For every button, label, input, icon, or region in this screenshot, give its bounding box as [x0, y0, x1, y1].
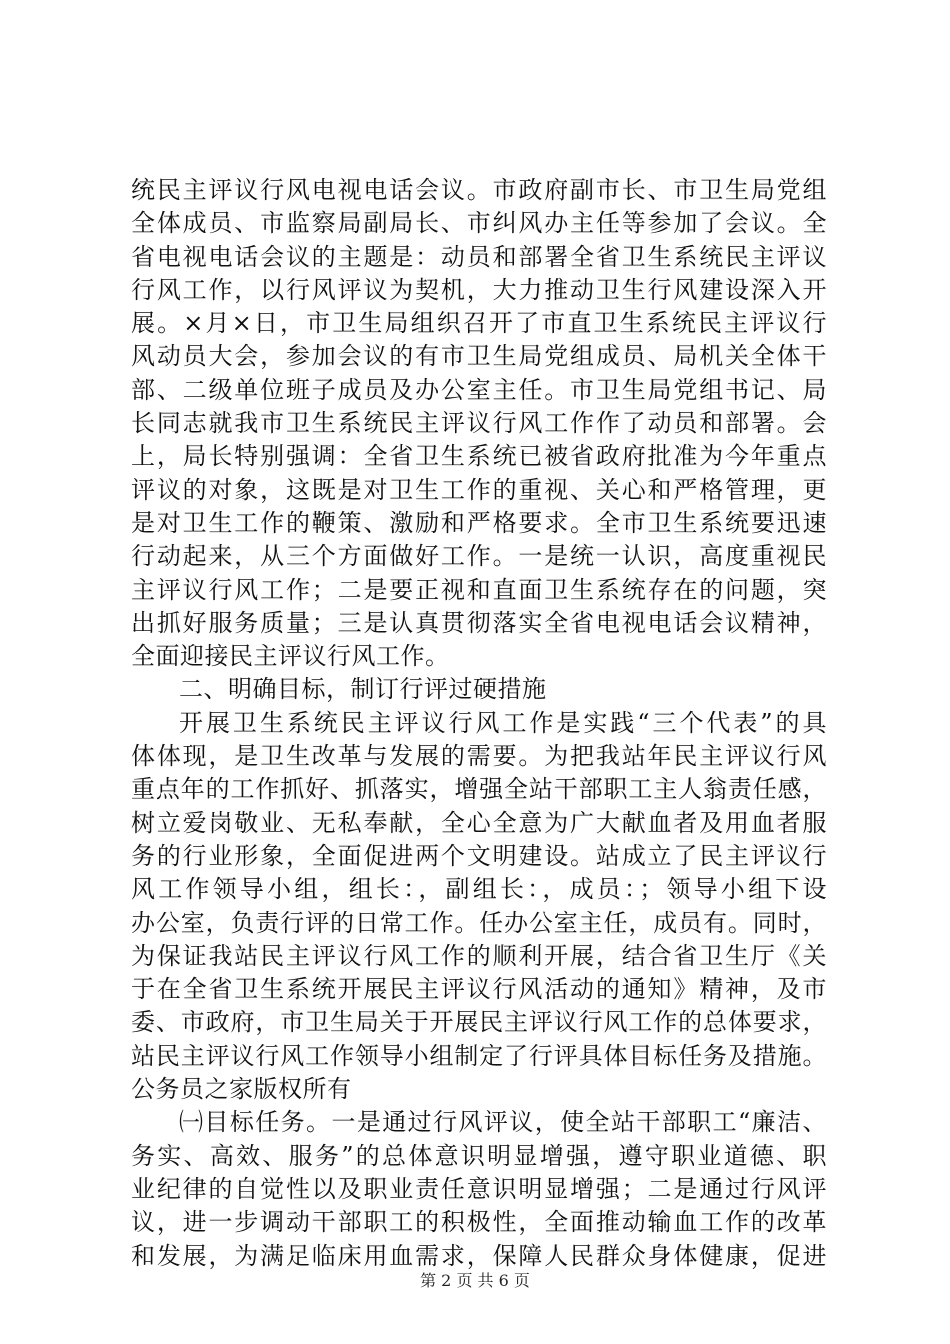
text-line: 于在全省卫生系统开展民主评议行风活动的通知》精神，及市 [131, 975, 827, 1004]
text-line: 是对卫生工作的鞭策、激励和严格要求。全市卫生系统要迅速 [131, 508, 827, 537]
text-line: 公务员之家版权所有 [131, 1075, 352, 1104]
text-line: 出抓好服务质量；三是认真贯彻落实全省电视电话会议精神， [131, 608, 827, 637]
text-line: 重点年的工作抓好、抓落实，增强全站干部职工主人翁责任感， [131, 775, 827, 804]
text-line: 长同志就我市卫生系统民主评议行风工作作了动员和部署。会 [131, 409, 827, 438]
text-line: 务的行业形象，全面促进两个文明建设。站成立了民主评议行 [131, 841, 827, 870]
text-line: 部、二级单位班子成员及办公室主任。市卫生局党组书记、局 [131, 375, 827, 404]
document-body [131, 174, 827, 1273]
text-line: 风动员大会，参加会议的有市卫生局党组成员、局机关全体干 [131, 342, 827, 371]
text-line: 全面迎接民主评议行风工作。 [131, 642, 450, 671]
text-line: 开展卫生系统民主评议行风工作是实践“三个代表”的具 [179, 708, 827, 737]
text-line: 主评议行风工作；二是要正视和直面卫生系统存在的问题，突 [131, 575, 827, 604]
text-line: 议，进一步调动干部职工的积极性，全面推动输血工作的改革 [131, 1208, 827, 1237]
text-line: 展。×月×日，市卫生局组织召开了市直卫生系统民主评议行 [131, 309, 827, 338]
page-footer: 第 2 页 共 6 页 [420, 1271, 530, 1290]
text-line: 全体成员、市监察局副局长、市纠风办主任等参加了会议。全 [131, 209, 827, 238]
text-line: 和发展，为满足临床用血需求，保障人民群众身体健康，促进 [131, 1241, 827, 1270]
text-line: ㈠目标任务。一是通过行风评议，使全站干部职工“廉洁、 [179, 1108, 827, 1137]
text-line: 行风工作，以行风评议为契机，大力推动卫生行风建设深入开 [131, 275, 827, 304]
text-line: 省电视电话会议的主题是：动员和部署全省卫生系统民主评议 [131, 242, 827, 271]
text-line: 委、市政府，市卫生局关于开展民主评议行风工作的总体要求， [131, 1008, 827, 1037]
text-line: 上，局长特别强调：全省卫生系统已被省政府批准为今年重点 [131, 442, 827, 471]
text-line: 务实、高效、服务”的总体意识明显增强，遵守职业道德、职 [131, 1141, 827, 1170]
section-heading: 二、明确目标，制订行评过硬措施 [179, 675, 547, 704]
text-line: 为保证我站民主评议行风工作的顺利开展，结合省卫生厅《关 [131, 941, 827, 970]
text-line: 行动起来，从三个方面做好工作。一是统一认识，高度重视民 [131, 542, 827, 571]
text-line: 体体现，是卫生改革与发展的需要。为把我站年民主评议行风 [131, 742, 827, 771]
text-line: 树立爱岗敬业、无私奉献，全心全意为广大献血者及用血者服 [131, 808, 827, 837]
text-line: 统民主评议行风电视电话会议。市政府副市长、市卫生局党组 [131, 176, 827, 204]
text-line: 站民主评议行风工作领导小组制定了行评具体目标任务及措施。 [131, 1041, 827, 1070]
text-line: 风工作领导小组，组长：，副组长：，成员：；领导小组下设 [131, 875, 827, 904]
text-line: 业纪律的自觉性以及职业责任意识明显增强；二是通过行风评 [131, 1174, 827, 1203]
text-line: 办公室，负责行评的日常工作。任办公室主任，成员有。同时， [131, 908, 827, 937]
text-line: 评议的对象，这既是对卫生工作的重视、关心和严格管理，更 [131, 475, 827, 504]
